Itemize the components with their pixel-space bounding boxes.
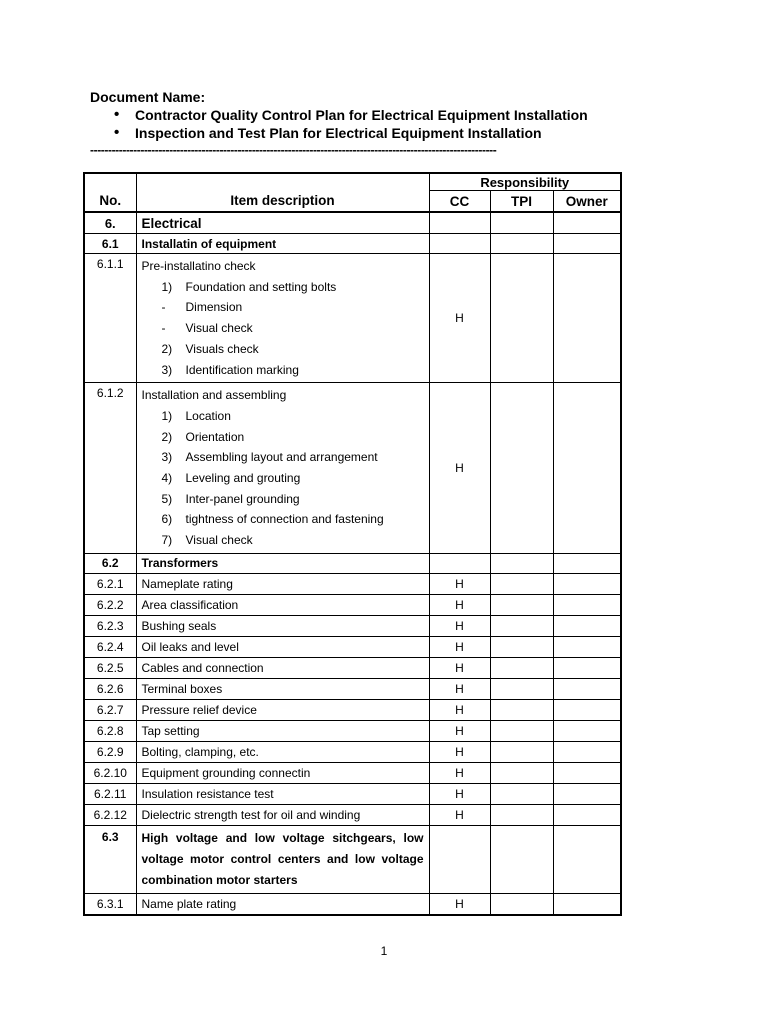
tpi-cell — [490, 741, 553, 762]
item-number-cell: 6.2.7 — [84, 699, 136, 720]
tpi-cell — [490, 594, 553, 615]
owner-cell — [553, 594, 621, 615]
item-description-cell: Bushing seals — [136, 615, 429, 636]
item-number-cell: 6.2.3 — [84, 615, 136, 636]
tpi-cell — [490, 720, 553, 741]
item-number-cell: 6.2.12 — [84, 804, 136, 825]
owner-cell — [553, 553, 621, 573]
cc-cell: H — [429, 893, 490, 915]
sub-item — [142, 530, 424, 551]
sub-item-text: Dimension — [185, 300, 243, 315]
cc-cell — [429, 212, 490, 234]
owner-cell — [553, 804, 621, 825]
item-description-cell: High voltage and low voltage sitchgears, low voltage motor control centers and low voltage combination motor starters — [136, 825, 429, 893]
table-row — [84, 762, 621, 783]
sub-item — [142, 318, 424, 339]
item-number-cell: 6.2.2 — [84, 594, 136, 615]
responsibility-header: Responsibility — [429, 173, 621, 191]
tpi-cell — [490, 762, 553, 783]
header-cc: CC — [429, 191, 490, 213]
owner-cell — [553, 615, 621, 636]
header-blank-cell — [136, 173, 429, 191]
tpi-cell — [490, 893, 553, 915]
sub-item-marker: - — [161, 300, 166, 315]
table-row — [84, 825, 621, 893]
table-row — [84, 254, 621, 383]
item-description-cell — [136, 383, 429, 554]
item-description-cell: Equipment grounding connectin — [136, 762, 429, 783]
tpi-cell — [490, 254, 553, 383]
cc-cell: H — [429, 383, 490, 554]
table-row — [84, 893, 621, 915]
sub-item-text: Inter-panel grounding — [185, 491, 300, 506]
owner-cell — [553, 678, 621, 699]
sub-item-text: Location — [185, 408, 231, 423]
item-description-cell: Installatin of equipment — [136, 234, 429, 254]
sub-item-text: Visuals check — [185, 341, 259, 356]
table-row — [84, 573, 621, 594]
tpi-cell — [490, 636, 553, 657]
item-number-cell: 6.3 — [84, 825, 136, 893]
table-row — [84, 804, 621, 825]
owner-cell — [553, 825, 621, 893]
tpi-cell — [490, 678, 553, 699]
cc-cell: H — [429, 678, 490, 699]
table-row — [84, 553, 621, 573]
cc-cell: H — [429, 636, 490, 657]
owner-cell — [553, 699, 621, 720]
header-tpi: TPI — [490, 191, 553, 213]
cc-cell: H — [429, 741, 490, 762]
sub-item-text: Orientation — [185, 429, 245, 444]
item-description-cell: Cables and connection — [136, 657, 429, 678]
sub-item-marker: 5) — [161, 491, 173, 506]
cc-cell: H — [429, 720, 490, 741]
sub-item — [142, 489, 424, 510]
cc-cell: H — [429, 762, 490, 783]
cc-cell: H — [429, 594, 490, 615]
sub-item-marker: 1) — [161, 408, 173, 423]
cc-cell: H — [429, 804, 490, 825]
item-number-cell: 6.2.4 — [84, 636, 136, 657]
tpi-cell — [490, 212, 553, 234]
sub-item — [142, 277, 424, 298]
document-name-label: Document Name: — [90, 89, 206, 105]
owner-cell — [553, 762, 621, 783]
owner-cell — [553, 893, 621, 915]
sub-item-text: Visual check — [185, 533, 253, 548]
sub-item — [142, 339, 424, 360]
sub-item-text: Identification marking — [185, 362, 299, 377]
tpi-cell — [490, 383, 553, 554]
sub-item — [142, 509, 424, 530]
cc-cell: H — [429, 254, 490, 383]
item-number-cell: 6.3.1 — [84, 893, 136, 915]
owner-cell — [553, 783, 621, 804]
cc-cell — [429, 553, 490, 573]
item-description-cell: Area classification — [136, 594, 429, 615]
cc-cell — [429, 234, 490, 254]
item-number-cell: 6.2.1 — [84, 573, 136, 594]
item-description-cell — [136, 254, 429, 383]
tpi-cell — [490, 657, 553, 678]
document-header — [90, 88, 630, 156]
tpi-cell — [490, 553, 553, 573]
sub-item-marker: 3) — [161, 362, 173, 377]
owner-cell — [553, 212, 621, 234]
item-title: Pre-installatino check — [141, 259, 256, 273]
owner-cell — [553, 573, 621, 594]
item-description-cell: Nameplate rating — [136, 573, 429, 594]
item-title: Installation and assembling — [141, 388, 287, 403]
owner-cell — [553, 720, 621, 741]
document-name-item: • Inspection and Test Plan for Electrical Equipment Installation — [90, 124, 630, 142]
cc-cell — [429, 825, 490, 893]
owner-cell — [553, 383, 621, 554]
table-row — [84, 741, 621, 762]
sub-item-text: Foundation and setting bolts — [185, 279, 337, 294]
item-description-cell: Pressure relief device — [136, 699, 429, 720]
tpi-cell — [490, 615, 553, 636]
table-row — [84, 615, 621, 636]
cc-cell: H — [429, 657, 490, 678]
sub-item-marker: 2) — [161, 341, 173, 356]
table-row — [84, 783, 621, 804]
item-description-cell: Transformers — [136, 553, 429, 573]
item-number-cell: 6.2.6 — [84, 678, 136, 699]
item-description-cell: Insulation resistance test — [136, 783, 429, 804]
item-number-cell: 6.2 — [84, 553, 136, 573]
item-number-cell: 6.1 — [84, 234, 136, 254]
item-number-cell: 6.1.2 — [84, 383, 136, 554]
header-item-description: Item description — [136, 191, 429, 213]
tpi-cell — [490, 699, 553, 720]
cc-cell: H — [429, 615, 490, 636]
sub-item — [142, 468, 424, 489]
tpi-cell — [490, 573, 553, 594]
sub-item-marker: 4) — [161, 471, 173, 486]
sub-item-marker: 7) — [161, 533, 173, 548]
owner-cell — [553, 254, 621, 383]
item-description-cell: Name plate rating — [136, 893, 429, 915]
table-row — [84, 383, 621, 554]
sub-item — [142, 427, 424, 448]
owner-cell — [553, 657, 621, 678]
sub-item-text: tightness of connection and fastening — [185, 512, 384, 527]
table-row — [84, 699, 621, 720]
item-number-cell: 6.2.9 — [84, 741, 136, 762]
item-description-cell: Tap setting — [136, 720, 429, 741]
table-row — [84, 636, 621, 657]
header-no: No. — [84, 191, 136, 213]
table-row — [84, 720, 621, 741]
item-number-cell: 6.2.11 — [84, 783, 136, 804]
table-row — [84, 657, 621, 678]
table-row — [84, 234, 621, 254]
item-description-cell: Bolting, clamping, etc. — [136, 741, 429, 762]
cc-cell: H — [429, 573, 490, 594]
sub-item-marker: - — [161, 321, 166, 336]
cc-cell: H — [429, 783, 490, 804]
table-row — [84, 594, 621, 615]
sub-item-text: Assembling layout and arrangement — [185, 450, 378, 465]
tpi-cell — [490, 804, 553, 825]
sub-item-text: Visual check — [185, 321, 253, 336]
sub-item-marker: 2) — [161, 429, 173, 444]
sub-item — [142, 406, 424, 427]
item-description-cell: Terminal boxes — [136, 678, 429, 699]
tpi-cell — [490, 234, 553, 254]
item-description-cell: Oil leaks and level — [136, 636, 429, 657]
table-header-row — [84, 173, 621, 191]
item-number-cell: 6.2.5 — [84, 657, 136, 678]
sub-item — [142, 360, 424, 381]
sub-item — [142, 447, 424, 468]
item-description-cell: Electrical — [136, 212, 429, 234]
item-number-cell: 6.2.8 — [84, 720, 136, 741]
item-description-cell: Dielectric strength test for oil and winding — [136, 804, 429, 825]
separator-line: ----------------------------------------------------------------------------------------------------------------- — [90, 144, 497, 156]
tpi-cell — [490, 825, 553, 893]
owner-cell — [553, 636, 621, 657]
inspection-test-plan-table — [83, 172, 622, 916]
page-number: 1 — [380, 944, 388, 958]
cc-cell: H — [429, 699, 490, 720]
sub-item-marker: 6) — [161, 512, 173, 527]
sub-item-marker: 3) — [161, 450, 173, 465]
document-name-item: • Contractor Quality Control Plan for Electrical Equipment Installation — [90, 106, 630, 124]
sub-item-text: Leveling and grouting — [185, 471, 301, 486]
document-name-list — [90, 106, 630, 142]
header-blank-cell — [84, 173, 136, 191]
item-number-cell: 6.1.1 — [84, 254, 136, 383]
table-body — [84, 212, 621, 915]
owner-cell — [553, 741, 621, 762]
item-number-cell: 6. — [84, 212, 136, 234]
sub-item — [142, 297, 424, 318]
tpi-cell — [490, 783, 553, 804]
table-row — [84, 212, 621, 234]
sub-item-marker: 1) — [161, 279, 173, 294]
table-row — [84, 678, 621, 699]
header-owner: Owner — [553, 191, 621, 213]
owner-cell — [553, 234, 621, 254]
item-number-cell: 6.2.10 — [84, 762, 136, 783]
table-header-row — [84, 191, 621, 213]
